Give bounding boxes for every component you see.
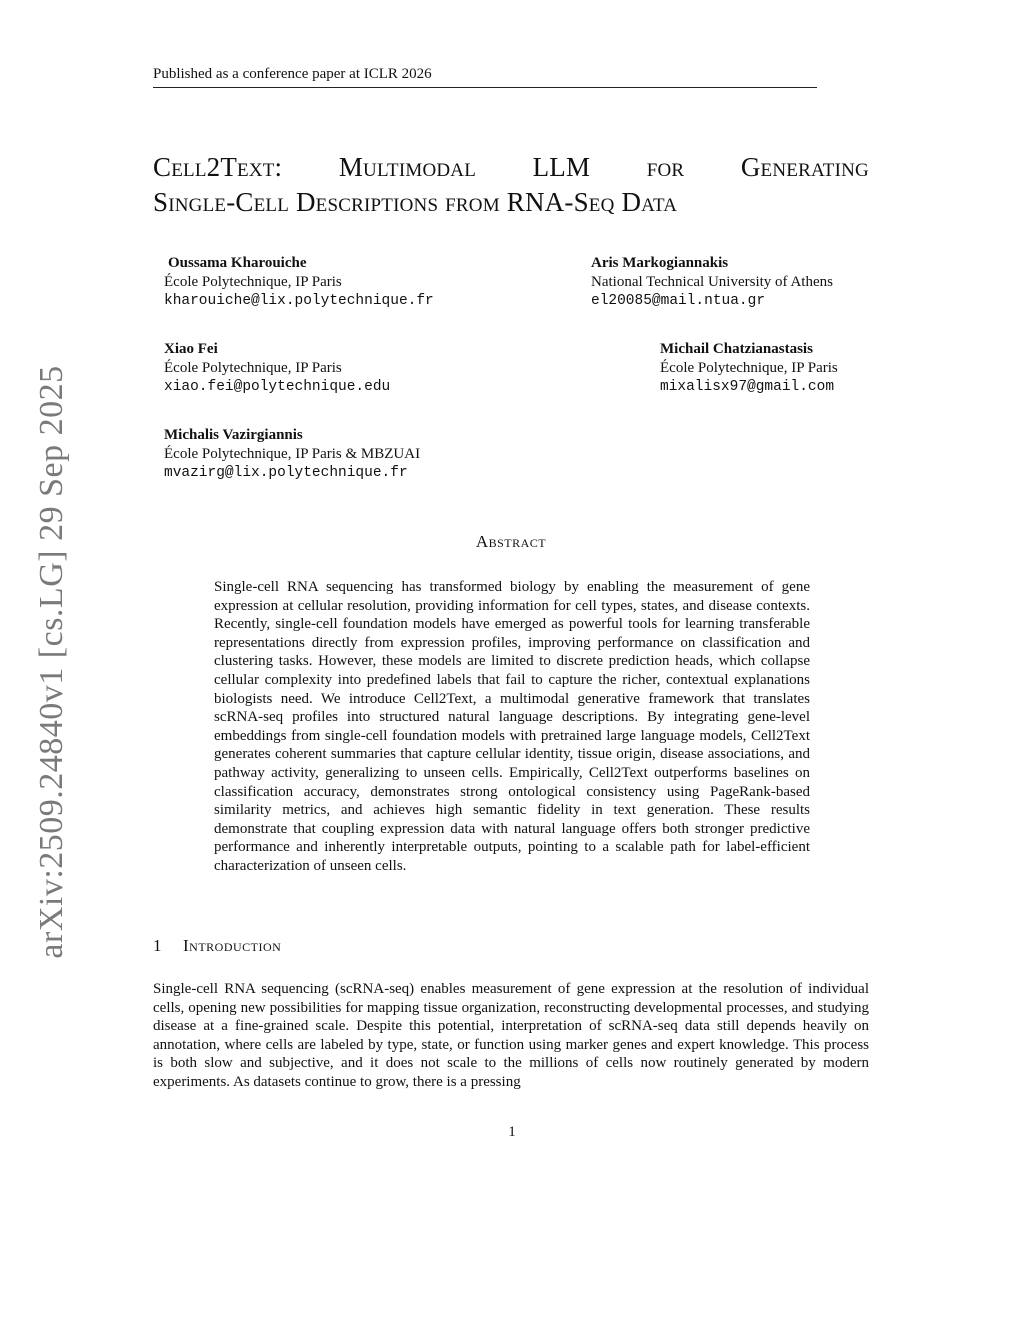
- author-block-vazirgiannis: [164, 426, 420, 483]
- author-name: Michail Chatzianastasis: [660, 341, 813, 357]
- author-email[interactable]: xiao.fei@polytechnique.edu: [164, 379, 391, 395]
- abstract-text: Single-cell RNA sequencing has transformed biology by enabling the measurement of gene expression at cellular resolution, providing information for cell types, states, and disease contexts. Recently, single-cell foundation models have emerged as powerful tools for learning transferable representations directly from expression profiles, improving performance on classification and clustering tasks. However, these models are limited to discrete prediction heads, which collapse cellular complexity into predefined labels that fail to capture the richer, contextual explanations biologists need. We introduce Cell2Text, a multimodal generative framework that translates scRNA-seq profiles into structured natural language descriptions. By integrating gene-level embeddings from single-cell foundation models with pretrained large language models, Cell2Text generates coherent summaries that capture cellular identity, tissue origin, disease associations, and pathway activity, generalizing to unseen cells. Empirically, Cell2Text outperforms baselines on classification accuracy, demonstrates strong ontological consistency using PageRank-based similarity metrics, and achieves high semantic fidelity in text generation. These results demonstrate that coupling expression data with natural language offers both stronger predictive performance and inherently interpretable outputs, pointing to a scalable path for label-efficient characterization of unseen cells.: [214, 579, 810, 874]
- author-name: Oussama Kharouiche: [168, 255, 307, 271]
- introduction-paragraph: Single-cell RNA sequencing (scRNA-seq) enables measurement of gene expression at the resolution of individual cells, opening new possibilities for mapping tissue organization, reconstructing developmental processes, and studying disease at a fine-grained scale. Despite this potential, interpretation of scRNA-seq data still depends heavily on annotation, where cells are labeled by type, state, or function using marker genes and expert knowledge. This process is both slow and subjective, and it does not scale to the millions of cells now routinely generated by modern experiments. As datasets continue to grow, there is a pressing: [153, 981, 869, 1090]
- title-word: Generating: [740, 152, 869, 182]
- author-name: Aris Markogiannakis: [591, 255, 729, 271]
- section-number: 1: [153, 936, 162, 955]
- title-word: LLM: [532, 152, 591, 182]
- author-email[interactable]: kharouiche@lix.polytechnique.fr: [164, 293, 434, 309]
- author-block-markogiannakis: [591, 254, 833, 311]
- author-affiliation: École Polytechnique, IP Paris: [164, 360, 342, 376]
- author-affiliation: École Polytechnique, IP Paris & MBZUAI: [164, 446, 421, 462]
- arxiv-identifier-stamp[interactable]: arXiv:2509.24840v1 [cs.LG] 29 Sep 2025: [33, 365, 70, 959]
- author-affiliation: National Technical University of Athens: [591, 274, 833, 290]
- section-title: Introduction: [183, 936, 282, 955]
- section-heading-introduction: [153, 936, 281, 956]
- title-line-2: Single-Cell Descriptions from RNA-Seq Data: [153, 187, 678, 217]
- title-line-1: [153, 150, 869, 185]
- author-email[interactable]: el20085@mail.ntua.gr: [591, 293, 766, 309]
- page-number: 1: [508, 1124, 516, 1140]
- author-email[interactable]: mvazirg@lix.polytechnique.fr: [164, 465, 408, 481]
- author-block-kharouiche: [164, 254, 434, 311]
- running-header: Published as a conference paper at ICLR 2026: [153, 66, 817, 88]
- paper-title: [153, 150, 869, 220]
- abstract-heading: Abstract: [475, 532, 547, 551]
- author-block-fei: [164, 340, 390, 397]
- author-affiliation: École Polytechnique, IP Paris: [660, 360, 838, 376]
- author-block-chatzianastasis: [660, 340, 838, 397]
- author-email[interactable]: mixalisx97@gmail.com: [660, 379, 835, 395]
- title-word: for: [646, 152, 685, 182]
- title-word: Multimodal: [338, 152, 477, 182]
- author-name: Xiao Fei: [164, 341, 218, 357]
- author-affiliation: École Polytechnique, IP Paris: [164, 274, 342, 290]
- author-name: Michalis Vazirgiannis: [164, 427, 303, 443]
- title-word: Cell2Text:: [153, 152, 283, 182]
